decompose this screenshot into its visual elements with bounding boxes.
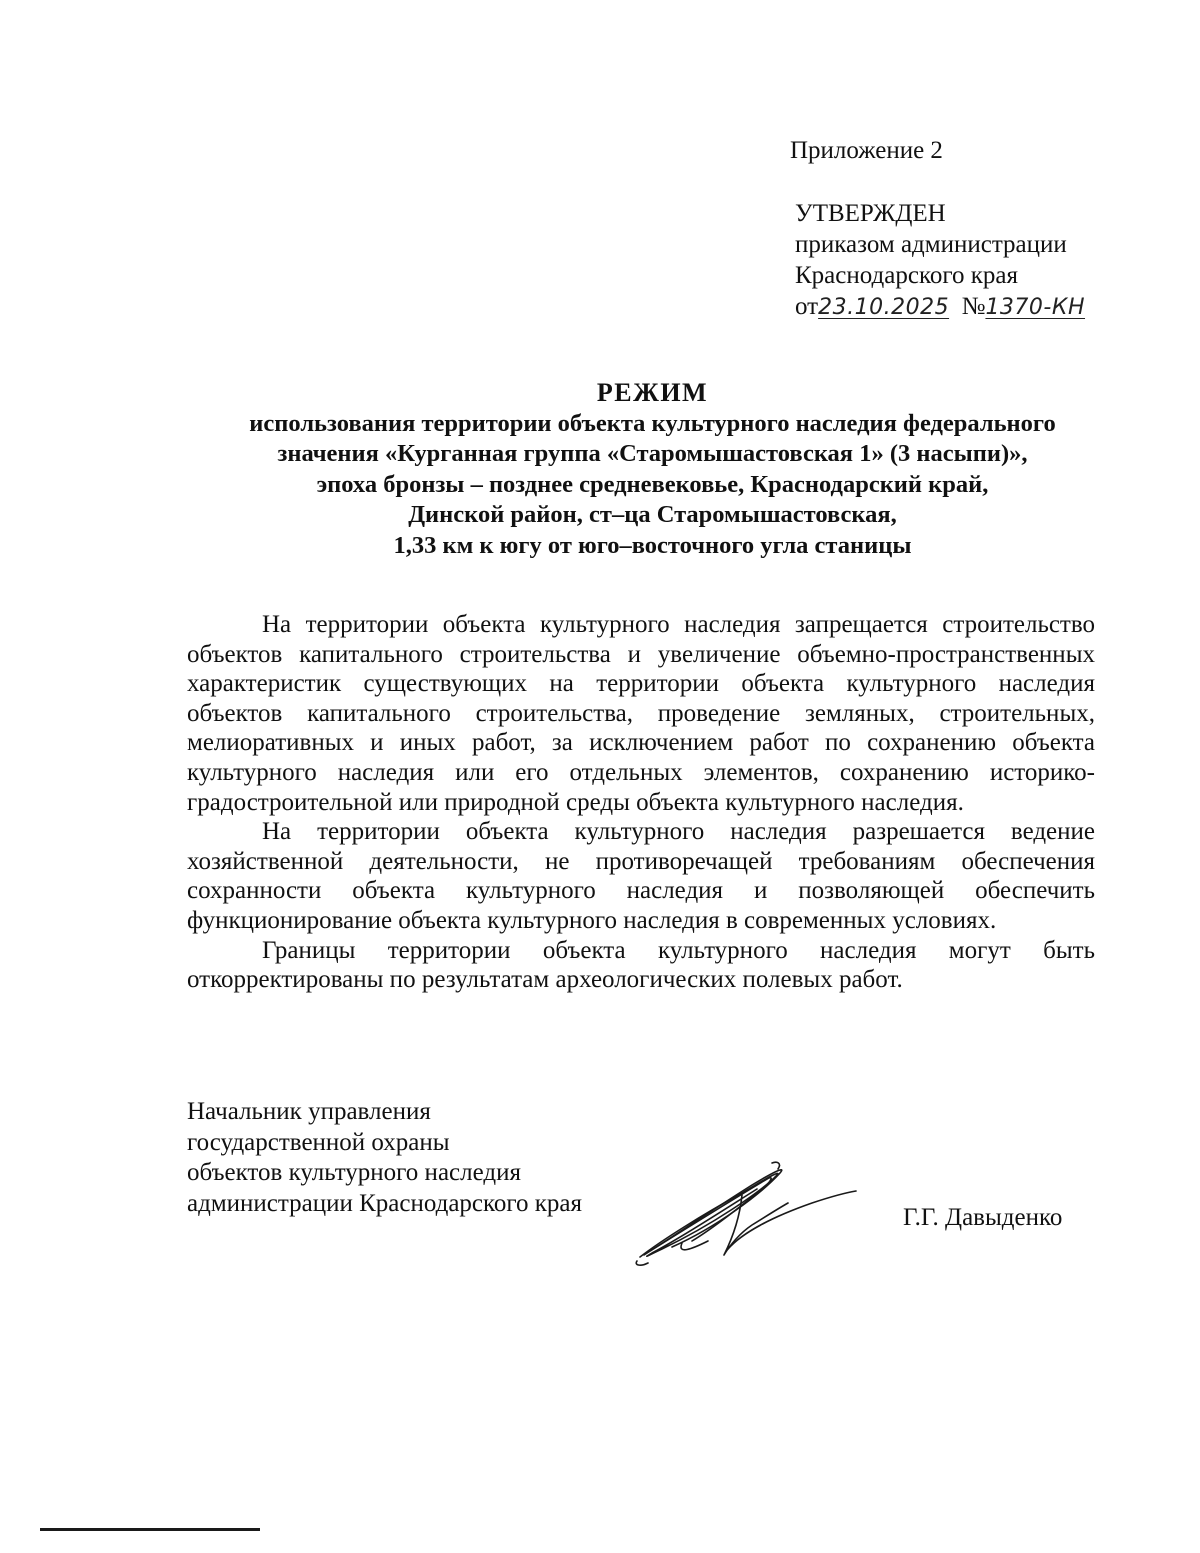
date-prefix: от [795, 293, 819, 320]
body-paragraph: На территории объекта культурного наследия разрешается ведение хозяйственной деятельности, не противоречащей требованиям обеспечения сохранности объекта культурного наследия и позволяющей обеспечить функционирование объекта культурного наследия в современных условиях. [187, 818, 1095, 934]
appendix-label: Приложение 2 [790, 137, 943, 164]
handwritten-number: 1370-КН [985, 295, 1086, 320]
position-line: государственной охраны [187, 1128, 450, 1156]
title-line: 1,33 км к югу от юго–восточного угла станицы [393, 531, 912, 559]
signatory-name: Г.Г. Давыденко [903, 1204, 1063, 1231]
body-paragraph: Границы территории объекта культурного наследия могут быть откорректированы по результатам археологических полевых работ. [187, 936, 1095, 994]
order-date-number [795, 291, 1085, 323]
handwritten-signature [622, 1145, 867, 1285]
handwritten-date: 23.10.2025 [818, 295, 950, 320]
document-body [187, 610, 1095, 995]
title-main: РЕЖИМ [596, 378, 709, 407]
number-sign: № [961, 293, 986, 320]
approved-by-order: приказом администрации [795, 231, 1067, 258]
footer-divider [40, 1528, 260, 1531]
approval-block [795, 198, 1085, 323]
position-line: объектов культурного наследия [187, 1159, 521, 1186]
body-paragraph: На территории объекта культурного наследия запрещается строительство объектов капитального строительства и увеличение объемно-пространственных характеристик существующих на территории объекта культурного наследия объектов капитального строительства, проведение земляных, строительных, мелиоративных и иных работ, за исключением работ по сохранению объекта культурного наследия или его отдельных элементов, сохранению историко-градостроительной или природной среды объекта культурного наследия. [187, 611, 1095, 816]
position-line: администрации Краснодарского края [187, 1189, 583, 1217]
signatory-position [187, 1097, 582, 1219]
title-line: значения «Курганная группа «Старомышастовская 1» (3 насыпи)», [277, 440, 1028, 467]
position-line: Начальник управления [187, 1098, 431, 1125]
title-line: эпоха бронзы – позднее средневековье, Краснодарский край, [316, 470, 989, 498]
title-line: использования территории объекта культурного наследия федерального [249, 409, 1056, 437]
document-title [180, 378, 1125, 561]
approved-label: УТВЕРЖДЕН [795, 200, 946, 227]
approved-region: Краснодарского края [795, 262, 1018, 289]
title-line: Динской район, ст–ца Старомышастовская, [408, 501, 897, 528]
